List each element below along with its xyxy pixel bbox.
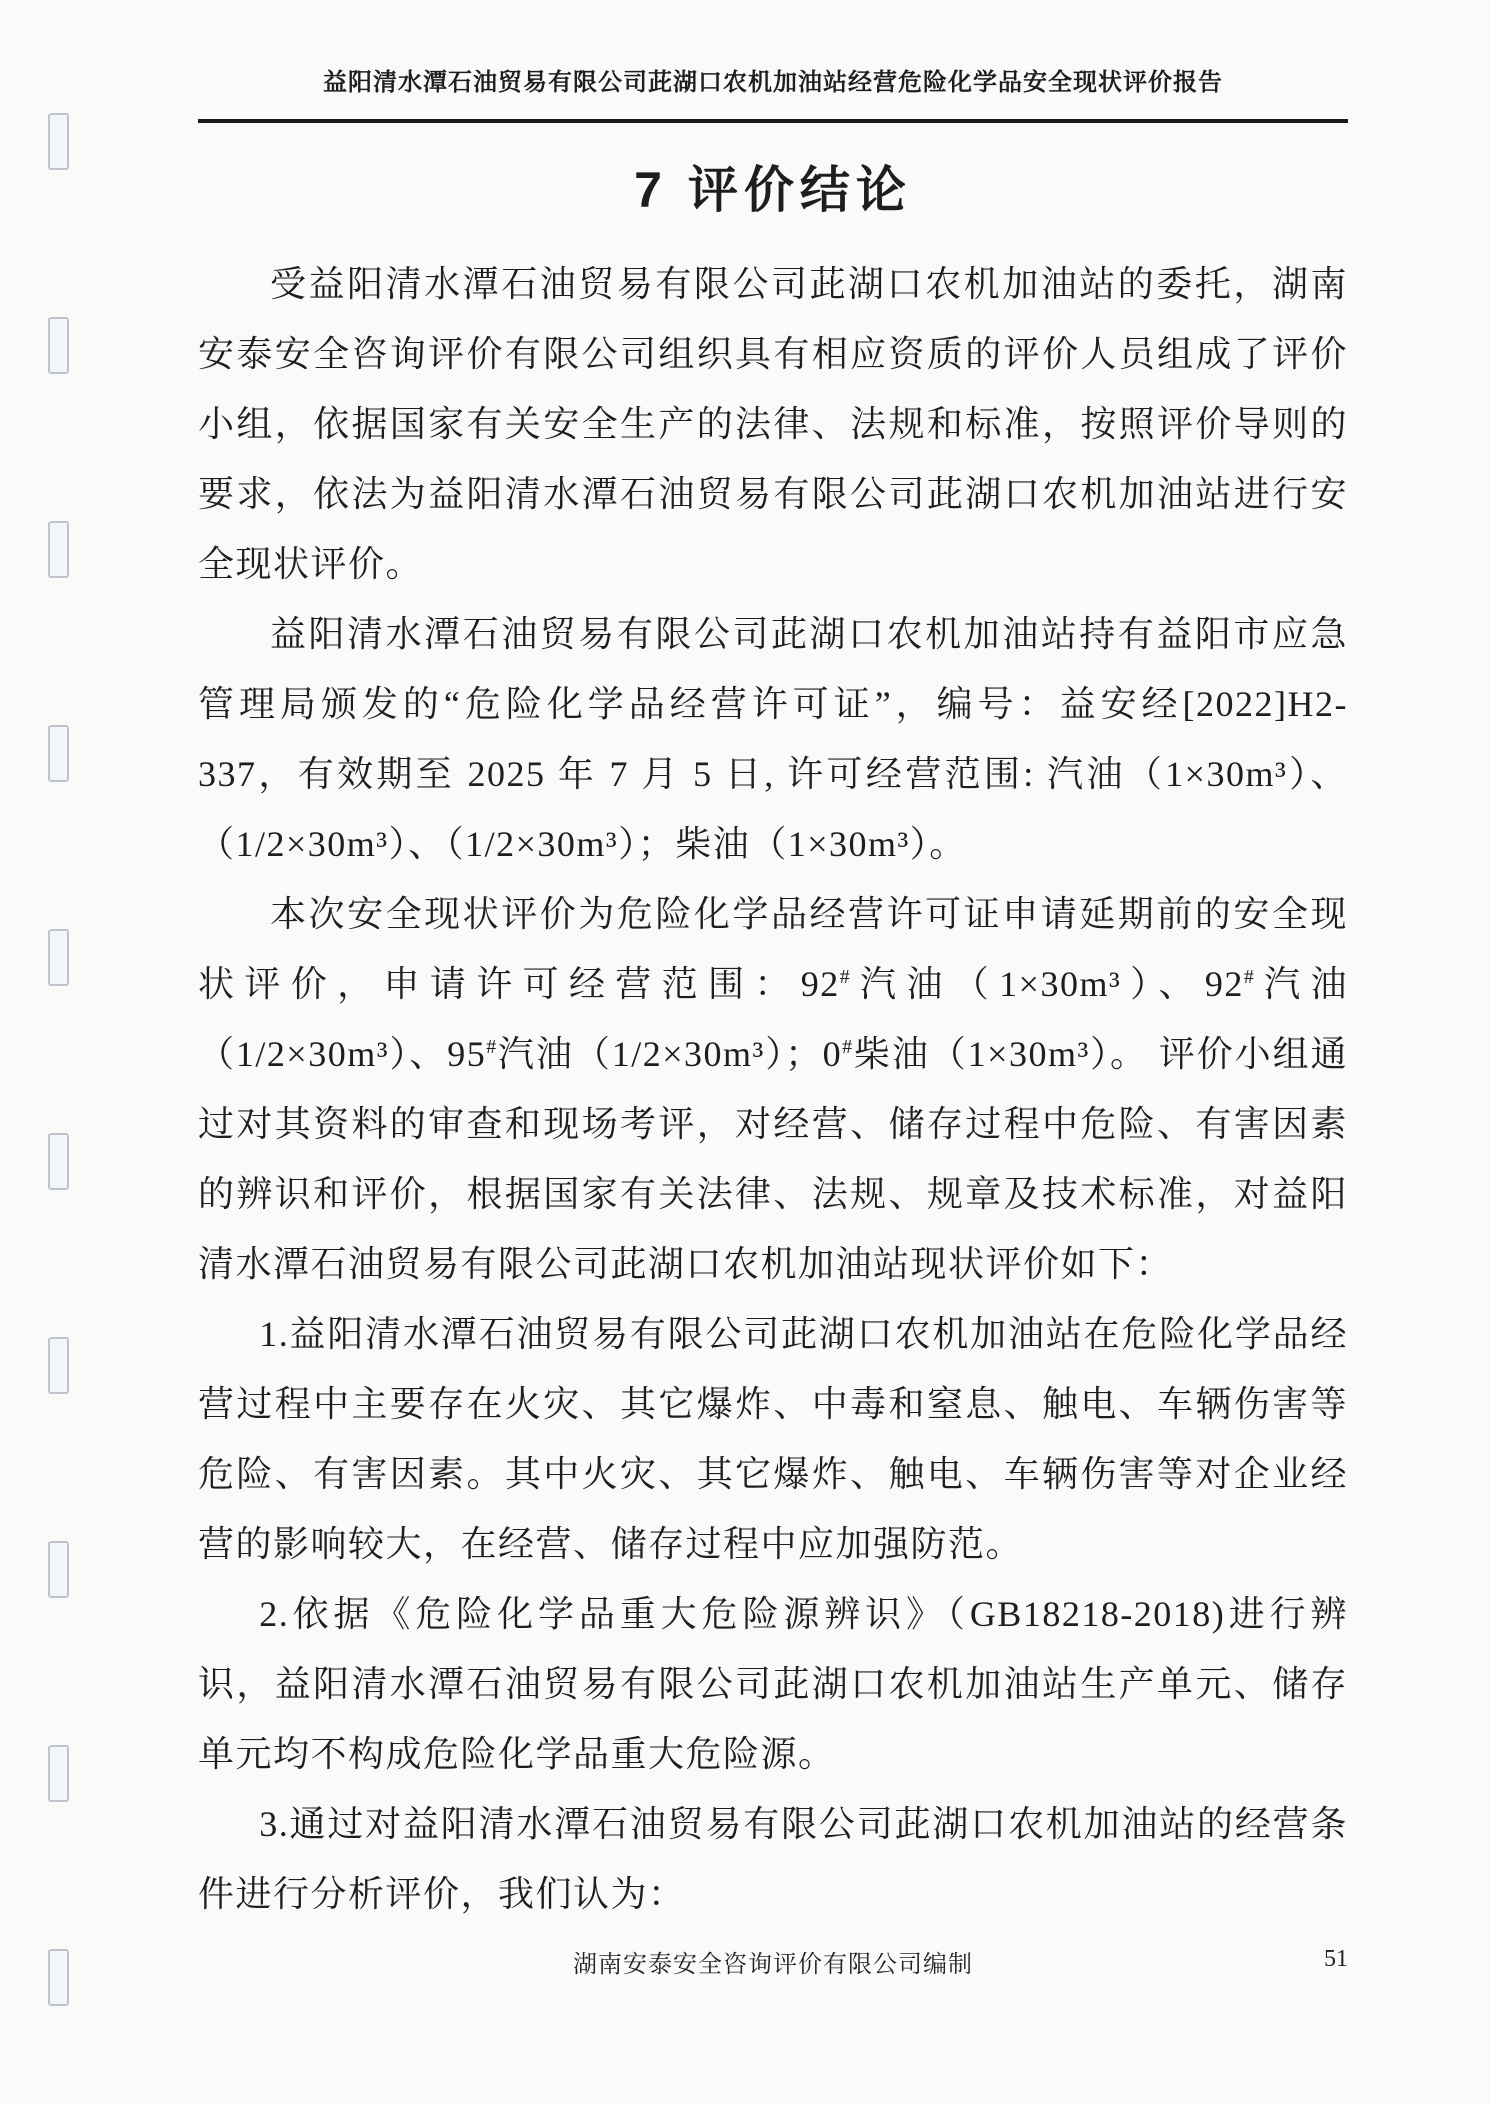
binding-hole bbox=[48, 1337, 69, 1394]
paragraph-conclusion-3: 3.通过对益阳清水潭石油贸易有限公司茈湖口农机加油站的经营条件进行分析评价，我们认为： bbox=[198, 1804, 1348, 1914]
paragraph-intro: 受益阳清水潭石油贸易有限公司茈湖口农机加油站的委托，湖南安泰安全咨询评价有限公司组织具有相应资质的评价人员组成了评价小组，依据国家有关安全生产的法律、法规和标准，按照评价导则的要求，依法为益阳清水潭石油贸易有限公司茈湖口农机加油站进行安全现状评价。 bbox=[198, 264, 1348, 584]
page-number: 51 bbox=[1324, 1946, 1348, 1972]
document-body bbox=[198, 249, 1348, 1929]
footer-compiler: 湖南安泰安全咨询评价有限公司编制 bbox=[573, 1952, 973, 1978]
page-content bbox=[198, 0, 1348, 1929]
binding-hole bbox=[48, 1949, 69, 2006]
binding-hole bbox=[48, 1745, 69, 1802]
paragraph-scope: 本次安全现状评价为危险化学品经营许可证申请延期前的安全现状评价，申请许可经营范围：92#汽油（1×30m³）、92#汽油（1/2×30m³）、95#汽油（1/2×30m³）；0#柴油（1×30m³）。 评价小组通过对其资料的审查和现场考评，对经营、储存过程中危险、有害因素的辨识和评价，根据国家有关法律、法规、规章及技术标准，对益阳清水潭石油贸易有限公司茈湖口农机加油站现状评价如下： bbox=[198, 894, 1348, 1284]
section-title: 7 评价结论 bbox=[634, 162, 912, 218]
page-footer bbox=[198, 1944, 1348, 1979]
paragraph-conclusion-1: 1.益阳清水潭石油贸易有限公司茈湖口农机加油站在危险化学品经营过程中主要存在火灾、其它爆炸、中毒和窒息、触电、车辆伤害等危险、有害因素。其中火灾、其它爆炸、触电、车辆伤害等对企业经营的影响较大，在经营、储存过程中应加强防范。 bbox=[198, 1314, 1348, 1564]
binding-hole bbox=[48, 725, 69, 782]
header-rule bbox=[198, 119, 1348, 123]
binding-hole bbox=[48, 113, 69, 170]
binding-hole bbox=[48, 929, 69, 986]
header-title: 益阳清水潭石油贸易有限公司茈湖口农机加油站经营危险化学品安全现状评价报告 bbox=[323, 70, 1223, 96]
binding-hole bbox=[48, 1133, 69, 1190]
paragraph-conclusion-2: 2.依据《危险化学品重大危险源辨识》（GB18218-2018)进行辨识，益阳清水潭石油贸易有限公司茈湖口农机加油站生产单元、储存单元均不构成危险化学品重大危险源。 bbox=[198, 1594, 1348, 1774]
paragraph-license: 益阳清水潭石油贸易有限公司茈湖口农机加油站持有益阳市应急管理局颁发的“危险化学品经营许可证”，编号：益安经[2022]H2-337，有效期至 2025 年 7 月 5 日, 许可经营范围: 汽油（1×30m³）、（1/2×30m³）、（1/2×30m³）；柴油（1×30m³）。 bbox=[198, 614, 1348, 864]
binding-hole bbox=[48, 317, 69, 374]
binding-hole bbox=[48, 1541, 69, 1598]
binding-hole bbox=[48, 521, 69, 578]
